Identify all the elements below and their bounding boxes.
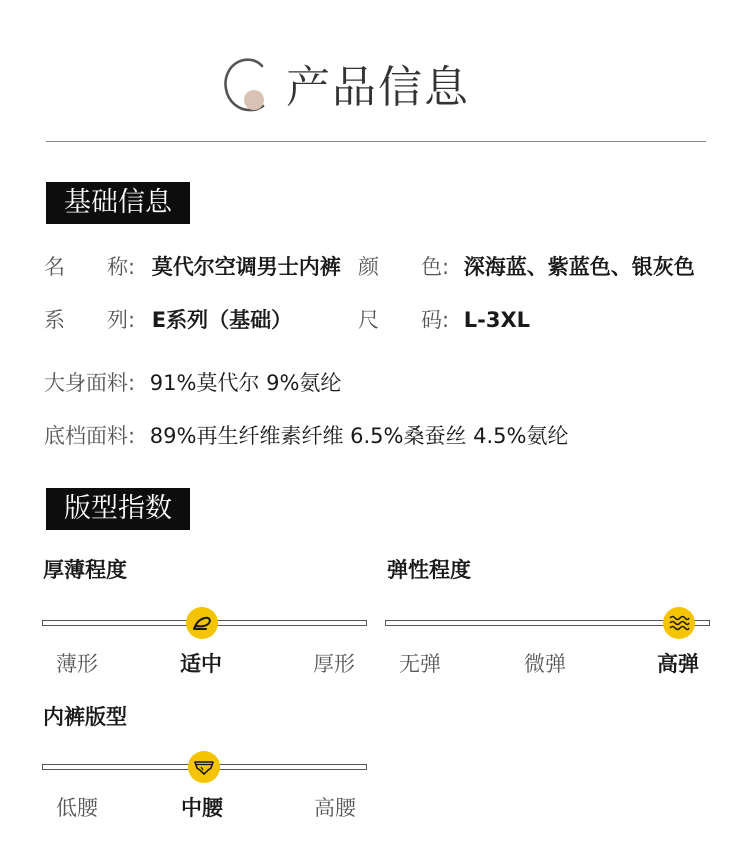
name-value: 莫代尔空调男士内裤: [151, 255, 341, 279]
c-logo-icon: [222, 55, 270, 115]
section-label-basic-info: 基础信息: [46, 182, 190, 224]
elasticity-track: [385, 620, 710, 626]
waist-option-3: 高腰: [314, 796, 356, 820]
briefs-icon: [193, 758, 215, 776]
thickness-option-3: 厚形: [313, 652, 355, 676]
size-label: 尺 码:: [358, 308, 450, 332]
crotch-fabric-label: 底档面料:: [44, 424, 136, 448]
elasticity-option-2: 微弹: [524, 652, 566, 676]
info-name-row: [44, 252, 341, 282]
color-label: 颜 色:: [358, 255, 450, 279]
info-series-row: [44, 305, 292, 335]
thickness-knob[interactable]: [186, 607, 218, 639]
waist-option-1: 低腰: [56, 796, 98, 820]
thickness-option-2: 适中: [180, 652, 222, 676]
elastic-wave-icon: [668, 614, 690, 632]
info-size-row: [358, 305, 530, 335]
fabric-thickness-icon: [191, 613, 213, 633]
info-color-row: [358, 252, 695, 282]
name-label: 名 称:: [44, 255, 136, 279]
series-value: E系列（基础）: [151, 308, 293, 332]
info-body-fabric-row: [44, 368, 341, 398]
series-label: 系 列:: [44, 308, 136, 332]
size-value: L-3XL: [463, 308, 531, 332]
elasticity-title: 弹性程度: [387, 558, 471, 582]
crotch-fabric-value: 89%再生纤维素纤维 6.5%桑蚕丝 4.5%氨纶: [149, 424, 569, 448]
thickness-title: 厚薄程度: [43, 558, 127, 582]
waist-option-2: 中腰: [181, 796, 223, 820]
elasticity-option-3: 高弹: [657, 652, 699, 676]
info-crotch-fabric-row: [44, 421, 569, 451]
page-title: 产品信息: [286, 62, 470, 113]
body-fabric-label: 大身面料:: [44, 371, 136, 395]
thickness-option-1: 薄形: [56, 652, 98, 676]
waist-knob[interactable]: [188, 751, 220, 783]
body-fabric-value: 91%莫代尔 9%氨纶: [149, 371, 342, 395]
color-value: 深海蓝、紫蓝色、银灰色: [463, 255, 695, 279]
waist-title: 内裤版型: [43, 705, 127, 729]
elasticity-option-1: 无弹: [399, 652, 441, 676]
header-divider: [46, 141, 706, 142]
section-label-fit-index: 版型指数: [46, 488, 190, 530]
elasticity-knob[interactable]: [663, 607, 695, 639]
